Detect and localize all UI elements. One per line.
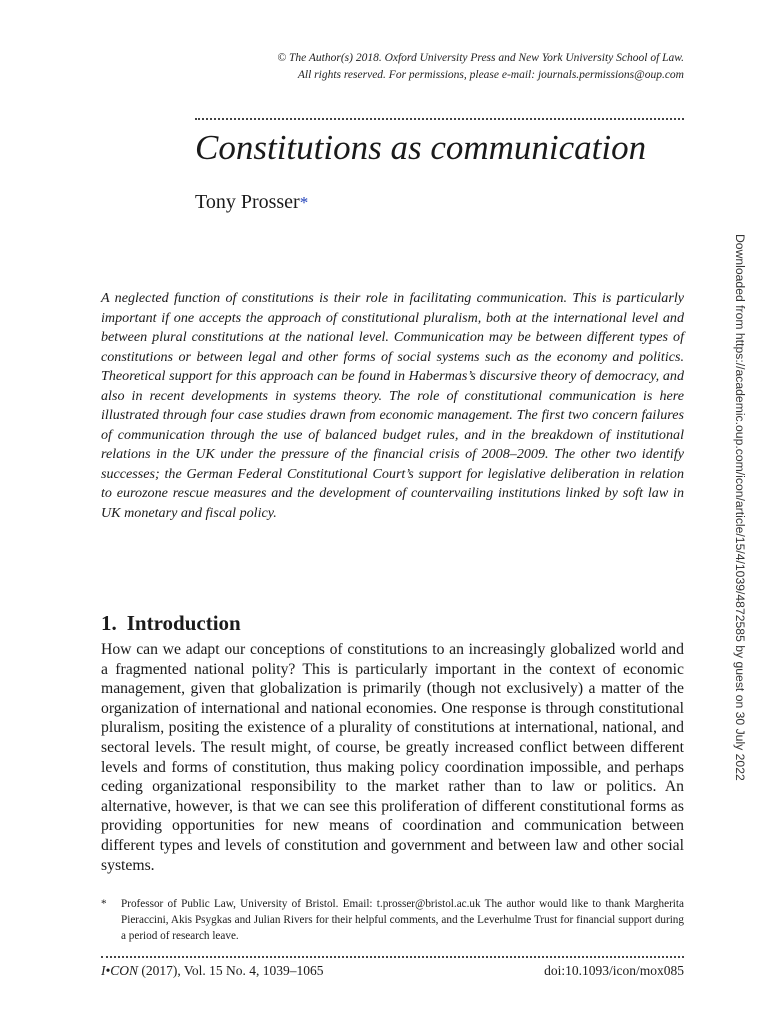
header-dotted-rule	[195, 118, 684, 120]
body-paragraph: How can we adapt our conceptions of constitutions to an increasingly globalized world and a fragmented national polity? This is particularly important in the context of economic management, given that globalization is primarily (though not exclusively) a matter of the organization of international and national economies. One response is through constitutional pluralism, positing the existence of a plurality of constitutions at international, national, and sectoral levels. The result might, of course, be greatly increased conflict between different levels and forms of constitution, thus making policy coordination impossible, and perhaps ceding organizational responsibility to the market rather than to law or politics. An alternative, however, is that we can see this proliferation of different constitutional forms as providing opportunities for new means of coordination and communication between different types and levels of constitution and government and between law and other social systems.	[101, 641, 684, 874]
doi-link[interactable]: doi:10.1093/icon/mox085	[544, 963, 684, 978]
copyright-line-1: © The Author(s) 2018. Oxford University Press and New York University School of Law.	[277, 52, 684, 64]
footer-dotted-rule	[101, 956, 684, 958]
section-title: Introduction	[126, 611, 241, 635]
footnote-mark: *	[101, 898, 107, 910]
section-heading	[101, 609, 241, 637]
article-title: Constitutions as communication	[195, 128, 647, 167]
footnote-text: Professor of Public Law, University of Bristol. Email: t.prosser@bristol.ac.uk The author would like to thank Margherita Pieraccini, Akis Psygkas and Julian Rivers for their helpful comments, and the Leverhulme Trust for financial support during a period of research leave.	[121, 898, 684, 942]
author-line	[195, 188, 308, 217]
section-number: 1.	[101, 611, 117, 635]
abstract: A neglected function of constitutions is their role in facilitating communication. This is particularly important if one accepts the approach of constitutional pluralism, both at the international level and between plural constitutions at the national level. Communication may be between different types of constitutions or between legal and other forms of social systems such as the economy and politics. Theoretical support for this approach can be found in Habermas’s discursive theory of democracy, and also in recent developments in systems theory. The role of constitutional communication is here illustrated through four case studies drawn from economic management. The first two concern failures of communication through the use of balanced budget rules, and in the breakdown of institutional relations in the UK under the pressure of the financial crisis of 2008–2009. The other two identify successes; the German Federal Constitutional Court’s support for legislative deliberation in relation to eurozone rescue measures and the development of countervailing institutions linked by soft law in UK monetary and fiscal policy.	[101, 290, 684, 521]
copyright-line-2: All rights reserved. For permissions, please e-mail: journals.permissions@oup.com	[297, 69, 684, 81]
copyright-notice	[124, 50, 684, 84]
download-watermark: Downloaded from https://academic.oup.com/icon/article/15/4/1039/4872585 by guest on 30 July 2022	[733, 234, 747, 781]
footnote	[101, 896, 684, 944]
journal-name: I•CON	[101, 963, 138, 978]
journal-volume: (2017), Vol. 15 No. 4, 1039–1065	[137, 963, 324, 978]
journal-citation	[101, 962, 324, 980]
author-name: Tony Prosser	[195, 191, 300, 213]
author-footnote-mark[interactable]: *	[299, 193, 309, 212]
